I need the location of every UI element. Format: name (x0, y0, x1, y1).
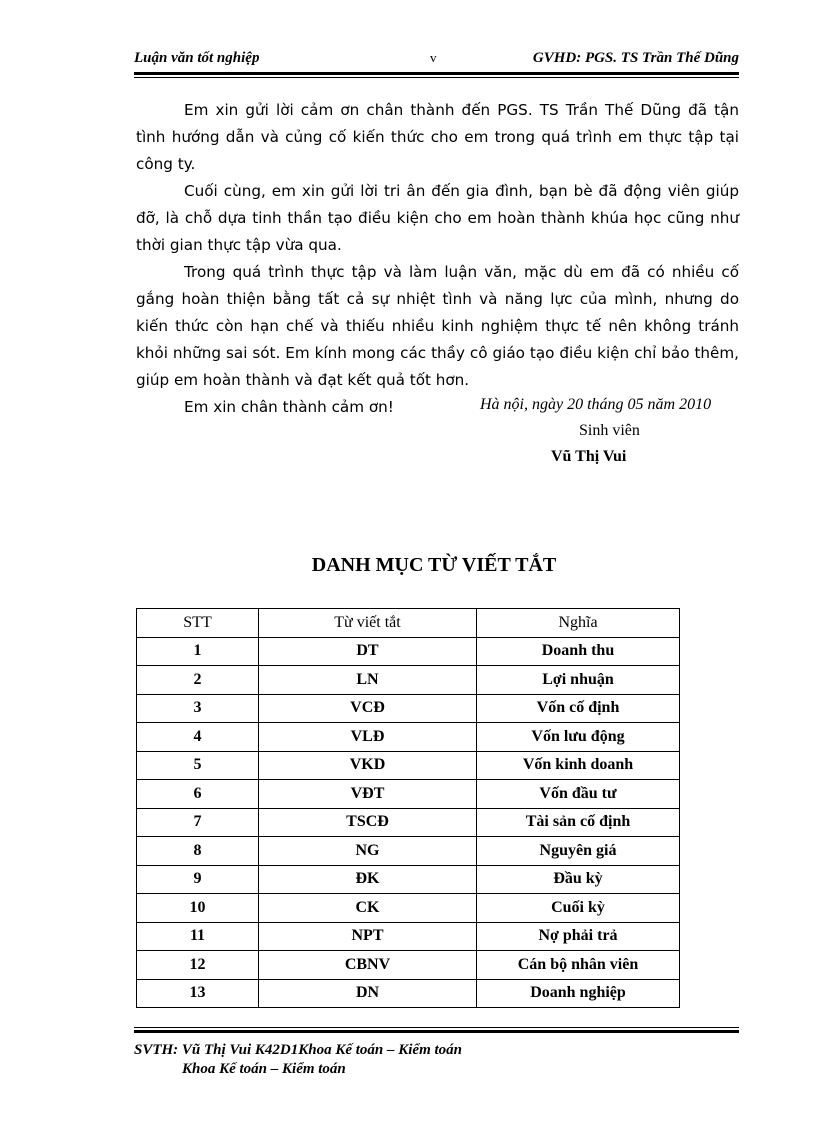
table-row (137, 979, 680, 1008)
cell-stt: 6 (137, 780, 259, 809)
cell-stt: 13 (137, 979, 259, 1008)
footer-department: Khoa Kế toán – Kiểm toán (182, 1061, 346, 1077)
table-row (137, 637, 680, 666)
cell-stt: 12 (137, 951, 259, 980)
thesis-title: Luận văn tốt nghiệp (134, 50, 260, 66)
header-rule (134, 72, 739, 75)
cell-meaning: Nợ phải trả (477, 922, 680, 951)
cell-abbr: NG (259, 837, 477, 866)
paragraph: Cuối cùng, em xin gửi lời tri ân đến gia đình, bạn bè đã động viên giúp đỡ, là chỗ dựa tinh thần tạo điều kiện cho em hoàn thành khúa học cũng như thời gian thực tập vừa qua. (136, 182, 739, 254)
cell-abbr: TSCĐ (259, 808, 477, 837)
cell-abbr: VKD (259, 751, 477, 780)
signature-name: Vũ Thị Vui (551, 448, 627, 465)
table-row (137, 894, 680, 923)
cell-meaning: Vốn lưu động (477, 723, 680, 752)
cell-meaning: Doanh nghiệp (477, 979, 680, 1008)
paragraph: Trong quá trình thực tập và làm luận văn, mặc dù em đã có nhiều cố gắng hoàn thiện bằng tất cả sự nhiệt tình và năng lực của mình, nhưng do kiến thức còn hạn chế và thiếu nhiều kinh nghiệm thực tế nên không tránh khỏi những sai sót. Em kính mong các thầy cô giáo tạo điều kiện chỉ bảo thêm, giúp em hoàn thành và đạt kết quả tốt hơn. (136, 263, 739, 389)
cell-abbr: CBNV (259, 951, 477, 980)
cell-abbr: VLĐ (259, 723, 477, 752)
cell-meaning: Vốn cố định (477, 694, 680, 723)
column-header: Nghĩa (477, 609, 680, 638)
page-number: v (430, 50, 437, 65)
abbreviation-table (136, 608, 680, 1008)
paragraph: Em xin chân thành cảm ơn! (184, 398, 394, 416)
page-footer (134, 1041, 462, 1079)
cell-meaning: Cán bộ nhân viên (477, 951, 680, 980)
supervisor: GVHD: PGS. TS Trần Thế Dũng (532, 50, 739, 66)
table-row (137, 751, 680, 780)
cell-abbr: DT (259, 637, 477, 666)
cell-meaning: Doanh thu (477, 637, 680, 666)
table-row (137, 951, 680, 980)
cell-abbr: NPT (259, 922, 477, 951)
table-row (137, 780, 680, 809)
cell-meaning: Lợi nhuận (477, 666, 680, 695)
table-row (137, 723, 680, 752)
table-row (137, 694, 680, 723)
cell-meaning: Đầu kỳ (477, 865, 680, 894)
cell-meaning: Vốn đầu tư (477, 780, 680, 809)
table-row (137, 808, 680, 837)
cell-stt: 8 (137, 837, 259, 866)
cell-stt: 2 (137, 666, 259, 695)
table-row (137, 666, 680, 695)
cell-stt: 3 (137, 694, 259, 723)
signature-date: Hà nội, ngày 20 tháng 05 năm 2010 (480, 396, 712, 413)
cell-stt: 5 (137, 751, 259, 780)
cell-abbr: ĐK (259, 865, 477, 894)
column-header: Từ viết tắt (259, 609, 477, 638)
cell-stt: 4 (137, 723, 259, 752)
cell-meaning: Cuối kỳ (477, 894, 680, 923)
header-rule-thin (134, 77, 739, 78)
cell-meaning: Tài sản cố định (477, 808, 680, 837)
cell-stt: 9 (137, 865, 259, 894)
cell-meaning: Vốn kinh doanh (477, 751, 680, 780)
paragraph: Em xin gửi lời cảm ơn chân thành đến PGS. TS Trần Thế Dũng đã tận tình hướng dẫn và củng cố kiến thức cho em trong quá trình em thực tập tại công ty. (136, 101, 739, 173)
cell-abbr: VCĐ (259, 694, 477, 723)
cell-abbr: LN (259, 666, 477, 695)
cell-stt: 7 (137, 808, 259, 837)
cell-stt: 1 (137, 637, 259, 666)
page-header (134, 48, 739, 70)
cell-stt: 10 (137, 894, 259, 923)
cell-abbr: VĐT (259, 780, 477, 809)
table-row (137, 922, 680, 951)
acknowledgement-text (136, 97, 739, 421)
table-header-row (137, 609, 680, 638)
cell-abbr: CK (259, 894, 477, 923)
column-header: STT (137, 609, 259, 638)
footer-student: SVTH: Vũ Thị Vui K42D1Khoa Kế toán – Kiểm toán (134, 1042, 462, 1058)
cell-abbr: DN (259, 979, 477, 1008)
signature-role: Sinh viên (579, 422, 640, 439)
cell-meaning: Nguyên giá (477, 837, 680, 866)
table-row (137, 865, 680, 894)
footer-rule (134, 1030, 739, 1033)
cell-stt: 11 (137, 922, 259, 951)
footer-rule-thin (134, 1027, 739, 1028)
table-row (137, 837, 680, 866)
section-title: DANH MỤC TỪ VIẾT TẮT (311, 554, 557, 576)
